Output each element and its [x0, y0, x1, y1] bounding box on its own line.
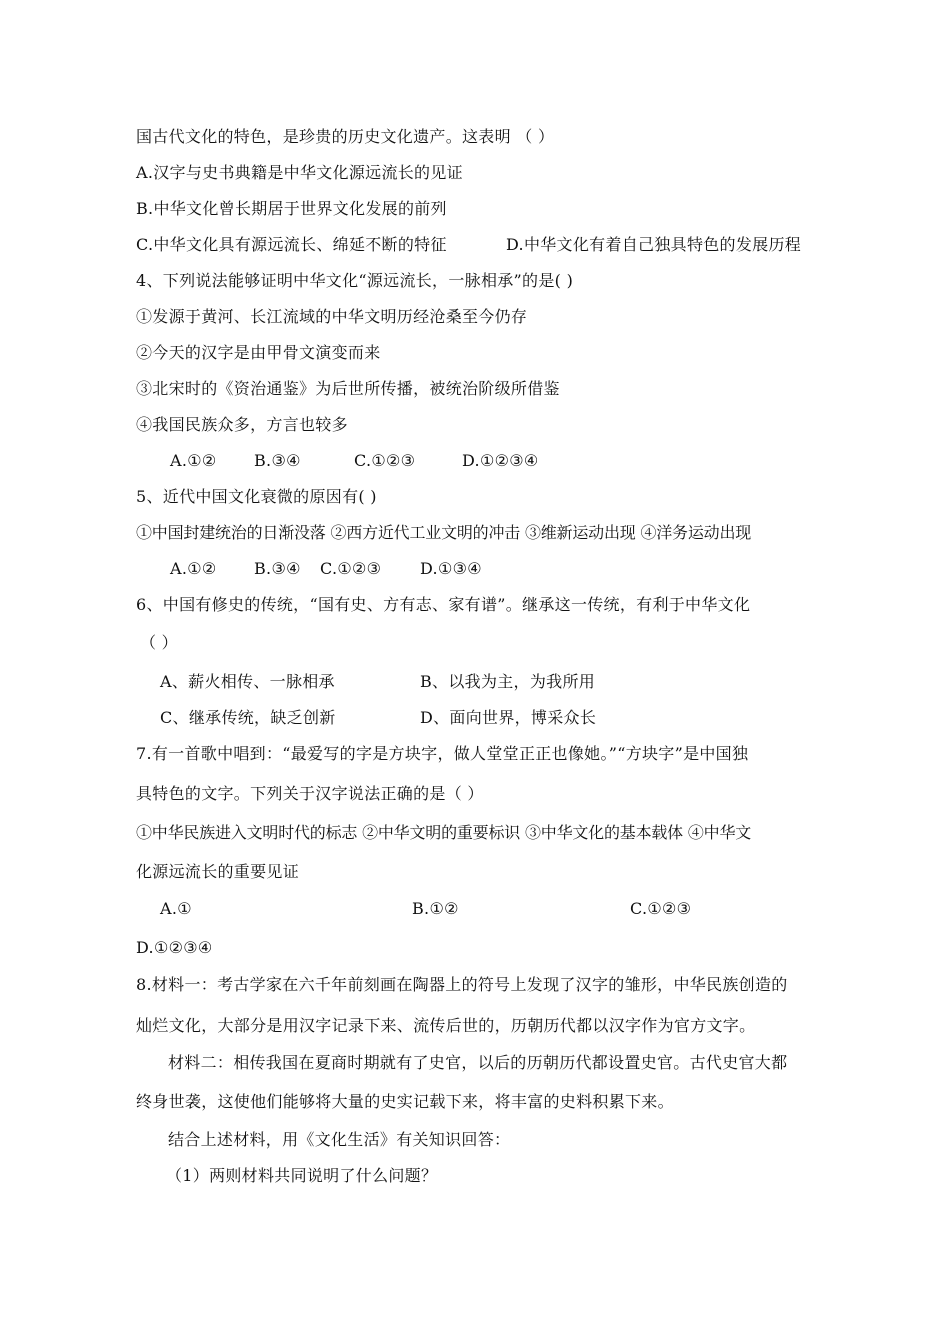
question-8-subquestion-1: （1）两则材料共同说明了什么问题？	[166, 1166, 438, 1185]
question-6-answer-paren: （ ）	[140, 633, 178, 652]
question-4-statement-2: ②今天的汉字是由甲骨文演变而来	[136, 343, 381, 362]
question-4-stem: 4、下列说法能够证明中华文化“源远流长，一脉相承”的是( )	[136, 271, 574, 290]
question-7-option-d: D.①②③④	[136, 938, 213, 957]
question-5-option-b: B.③④	[254, 559, 301, 578]
question-7-statements-line-2: 化源远流长的重要见证	[136, 862, 300, 881]
question-7-stem-line-2: 具特色的文字。下列关于汉字说法正确的是（ ）	[136, 784, 484, 803]
question-4-option-c: C.①②③	[354, 451, 416, 470]
question-3-option-c: C.中华文化具有源远流长、绵延不断的特征	[136, 235, 447, 254]
question-7-option-c: C.①②③	[630, 899, 692, 918]
question-6-option-c: C、继承传统，缺乏创新	[160, 708, 336, 727]
question-5-option-d: D.①③④	[420, 559, 482, 578]
question-3-tail: 国古代文化的特色，是珍贵的历史文化遗产。这表明 （ ）	[136, 127, 555, 146]
question-4-statement-4: ④我国民族众多，方言也较多	[136, 415, 348, 434]
question-4-option-d: D.①②③④	[462, 451, 539, 470]
question-3-option-a: A.汉字与史书典籍是中华文化源远流长的见证	[136, 163, 463, 182]
question-6-stem: 6、中国有修史的传统，“国有史、方有志、家有谱”。继承这一传统，有利于中华文化	[136, 595, 751, 614]
question-8-prompt: 结合上述材料，用《文化生活》有关知识回答：	[168, 1130, 511, 1149]
question-4-option-b: B.③④	[254, 451, 301, 470]
question-7-stem-line-1: 7.有一首歌中唱到：“最爱写的字是方块字，做人堂堂正正也像她。”“方块字”是中国独	[136, 744, 749, 763]
question-3-option-d: D.中华文化有着自己独具特色的发展历程	[506, 235, 802, 254]
question-4-statement-3: ③北宋时的《资治通鉴》为后世所传播，被统治阶级所借鉴	[136, 379, 560, 398]
question-5-statements: ①中国封建统治的日渐没落 ②西方近代工业文明的冲击 ③维新运动出现 ④洋务运动出现	[136, 523, 752, 542]
question-6-option-a: A、薪火相传、一脉相承	[160, 672, 335, 691]
question-7-option-b: B.①②	[412, 899, 459, 918]
question-8-material-1-line-1: 8.材料一：考古学家在六千年前刻画在陶器上的符号上发现了汉字的雏形，中华民族创造的	[136, 975, 788, 994]
question-6-option-b: B、以我为主，为我所用	[420, 672, 596, 691]
question-5-option-c: C.①②③	[320, 559, 382, 578]
question-7-option-a: A.①	[160, 899, 192, 918]
question-5-stem: 5、近代中国文化衰微的原因有( )	[136, 487, 377, 506]
question-5-option-a: A.①②	[170, 559, 217, 578]
question-3-option-b: B.中华文化曾长期居于世界文化发展的前列	[136, 199, 447, 218]
question-6-option-d: D、面向世界，博采众长	[420, 708, 597, 727]
question-8-material-1-line-2: 灿烂文化，大部分是用汉字记录下来、流传后世的，历朝历代都以汉字作为官方文字。	[136, 1016, 756, 1035]
question-4-option-a: A.①②	[170, 451, 217, 470]
question-7-statements-line-1: ①中华民族进入文明时代的标志 ②中华文明的重要标识 ③中华文化的基本载体 ④中华文	[136, 823, 752, 842]
question-8-material-2-line-2: 终身世袭，这使他们能够将大量的史实记载下来，将丰富的史料积累下来。	[136, 1092, 674, 1111]
question-8-material-2-line-1: 材料二：相传我国在夏商时期就有了史官，以后的历朝历代都设置史官。古代史官大都	[168, 1053, 788, 1072]
question-4-statement-1: ①发源于黄河、长江流域的中华文明历经沧桑至今仍存	[136, 307, 528, 326]
